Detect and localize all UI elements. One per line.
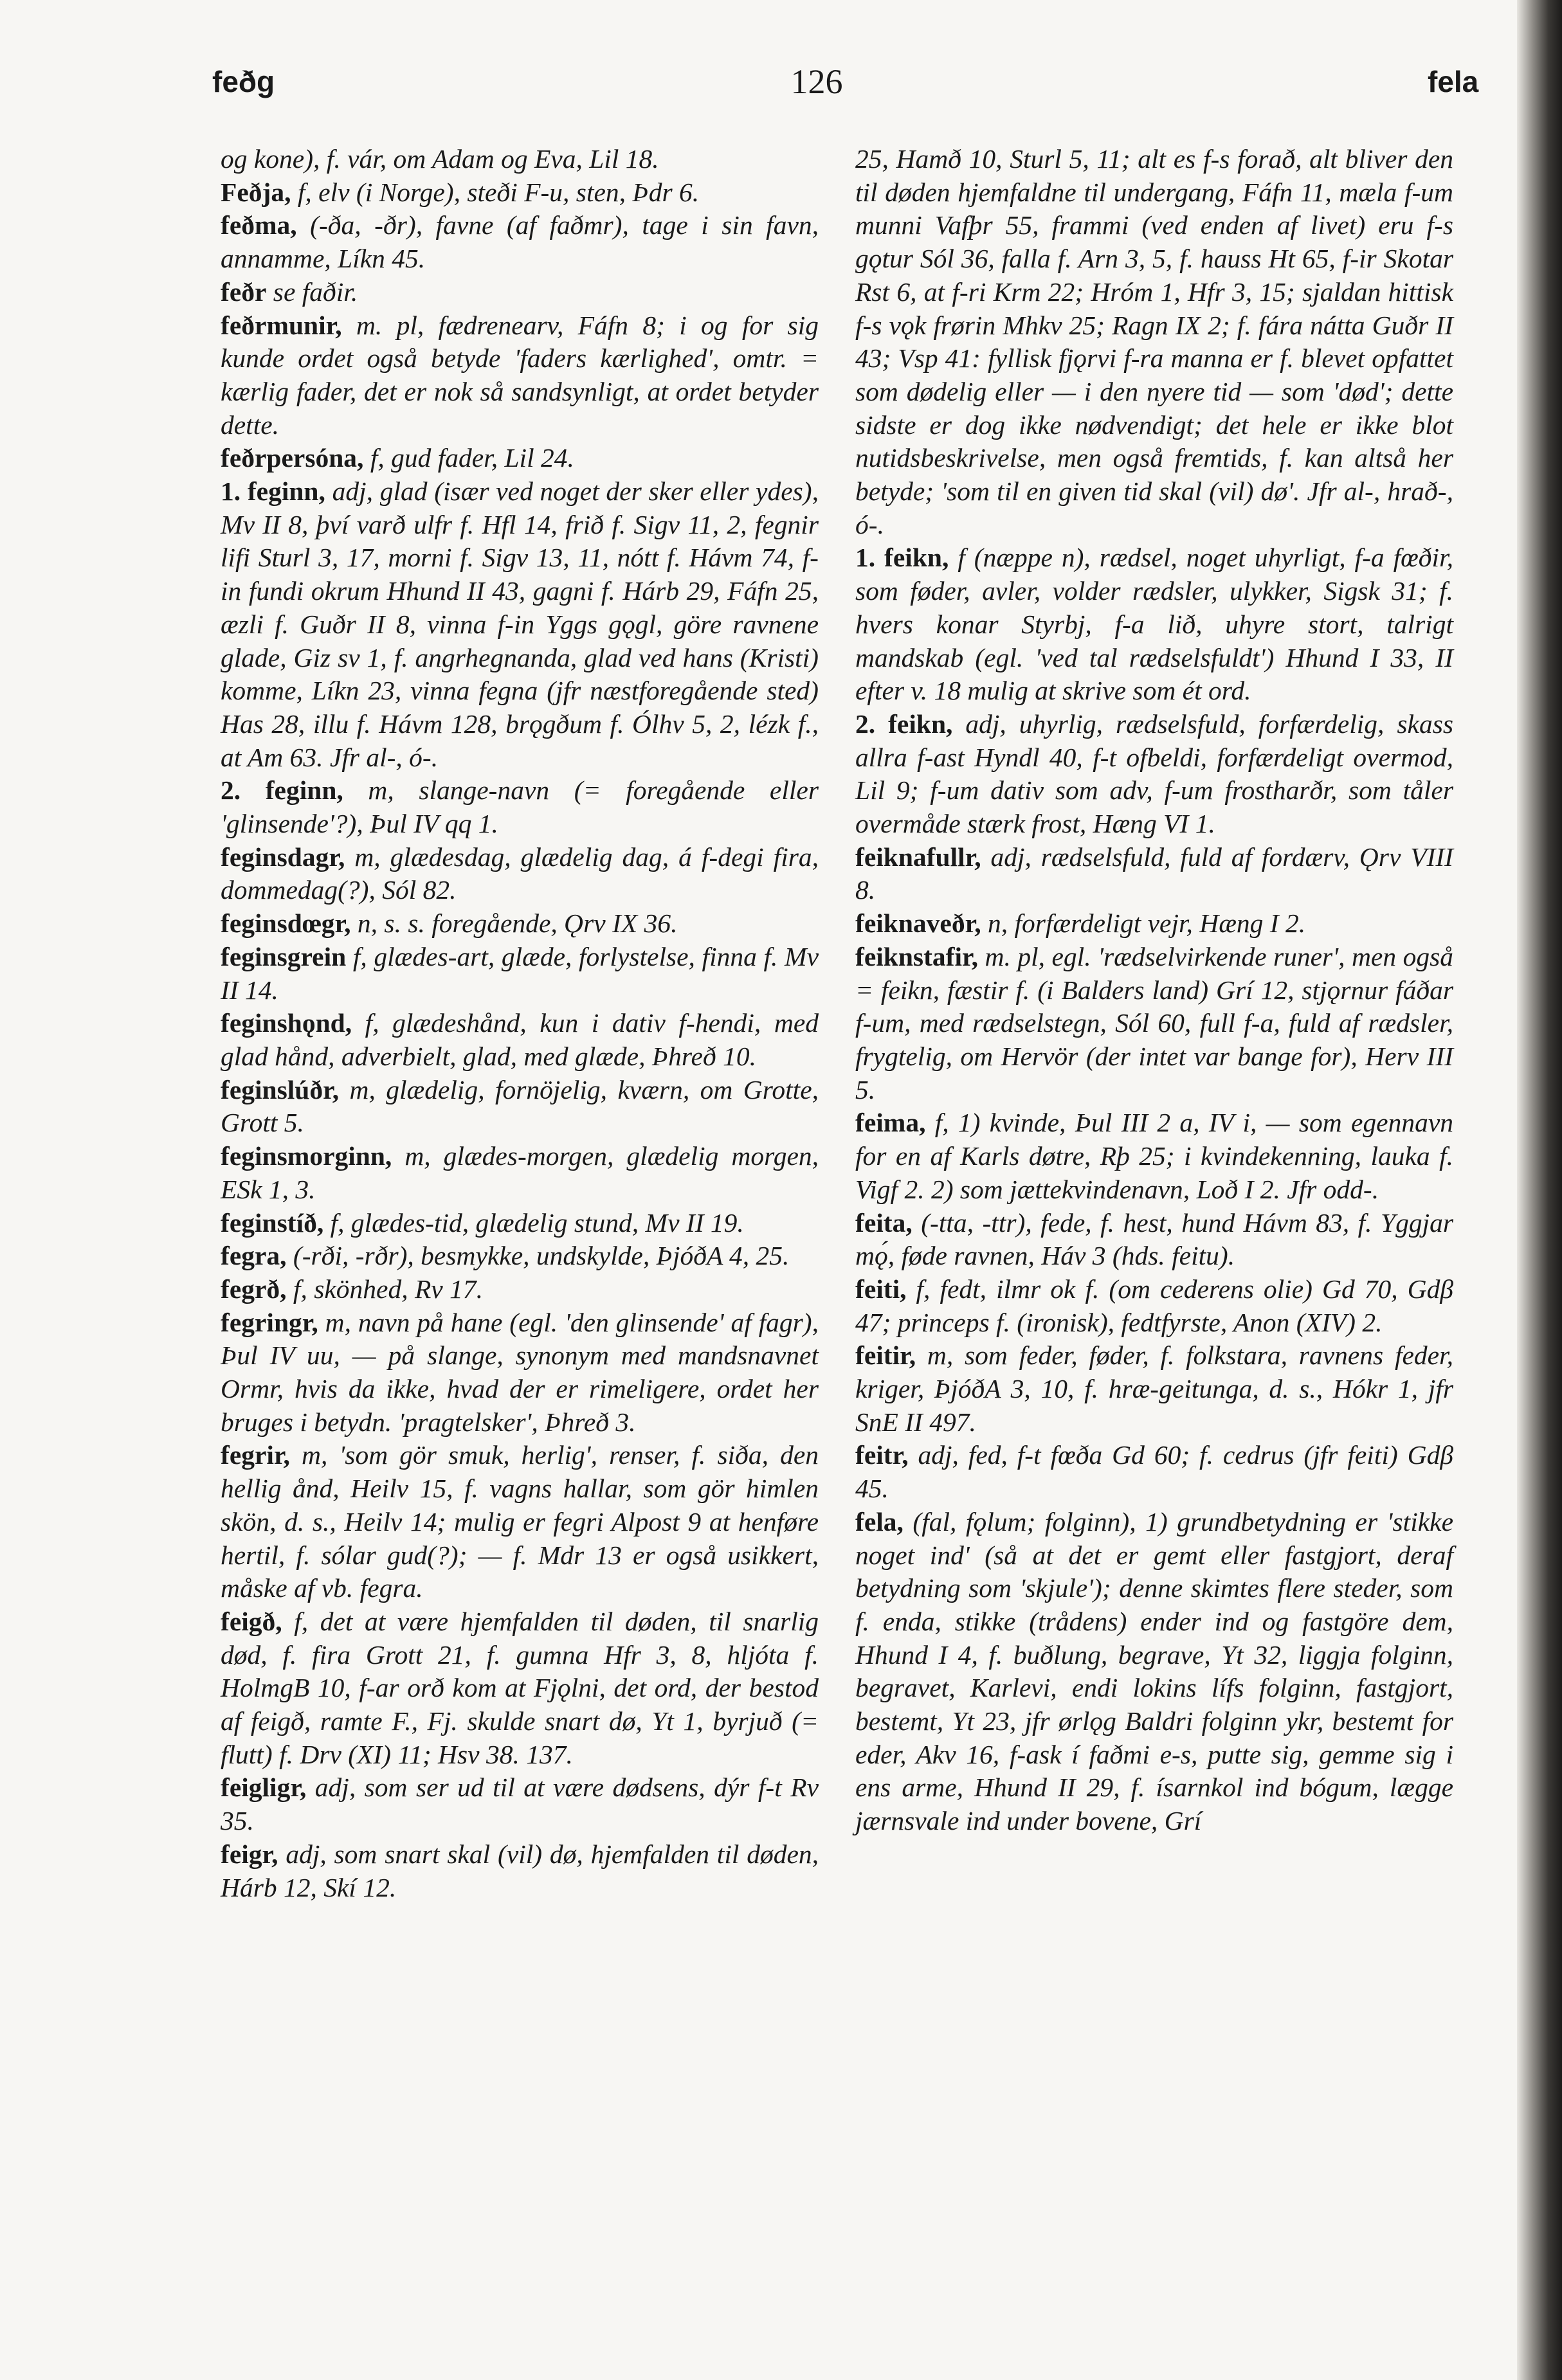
dictionary-entry	[855, 841, 1453, 907]
entry-headword: feitir,	[855, 1340, 916, 1371]
dictionary-entry	[221, 907, 819, 941]
guide-word-left: feðg	[212, 65, 275, 98]
entry-headword: feðr	[221, 276, 267, 307]
dictionary-entry	[855, 708, 1453, 841]
entry-definition: f, 1) kvinde, Þul III 2 a, IV i, — som egennavn for en af Karls døtre, Rþ 25; i kvindekenning, lauka f. Vigf 2. 2) som jættekvindenavn, Loð I 2. Jfr odd-.	[855, 1108, 1453, 1204]
entry-definition: (-tta, -ttr), fede, f. hest, hund Hávm 83, f. Yggjar mǫ́, føde ravnen, Háv 3 (hds. feitu).	[855, 1207, 1453, 1271]
entry-definition: f, skönhed, Rv 17.	[286, 1274, 483, 1304]
entry-headword: Feðja,	[221, 177, 291, 207]
page-number: 126	[790, 62, 843, 101]
entry-definition: (-rði, -rðr), besmykke, undskylde, ÞjóðA 4, 25.	[286, 1241, 790, 1271]
entry-definition: m, navn på hane (egl. 'den glinsende' af fagr), Þul IV uu, — på slange, synonym med mandsnavnet Ormr, hvis da ikke, hvad der er rimeligere, ordet her bruges i betydn. 'pragtelsker', Þhreð 3.	[221, 1307, 819, 1437]
right-column	[855, 143, 1453, 1838]
entry-headword: feginsmorginn,	[221, 1141, 392, 1171]
dictionary-entry	[855, 143, 1453, 541]
dictionary-entry	[221, 1838, 819, 1904]
dictionary-entry	[855, 1339, 1453, 1439]
page-edge-shadow	[1517, 0, 1562, 2380]
dictionary-entry	[855, 907, 1453, 941]
dictionary-entry	[221, 1439, 819, 1605]
dictionary-entry	[221, 442, 819, 475]
dictionary-entry	[221, 1240, 819, 1273]
entry-definition: adj, som snart skal (vil) dø, hjemfalden til døden, Hárb 12, Skí 12.	[221, 1839, 819, 1902]
dictionary-entry	[221, 309, 819, 442]
dictionary-entry	[221, 1771, 819, 1837]
entry-definition: (-ða, -ðr), favne (af faðmr), tage i sin favn, annamme, Líkn 45.	[221, 210, 819, 274]
entry-definition: 25, Hamð 10, Sturl 5, 11; alt es f-s forað, alt bliver den til døden hjemfaldne til undergang, Fáfn 11, mæla f-um munni Vafþr 55, frammi (ved enden af livet) eru f-s gǫtur Sól 36, falla f. Arn 3, 5, f. hauss Ht 65, f-ir Skotar Rst 6, at f-ri Krm 22; Hróm 1, Hfr 3, 15; sjaldan hittisk f-s vǫk frørin Mhkv 25; Ragn IX 2; f. fára nátta Guðr II 43; Vsp 41: fyllisk fjǫrvi f-ra manna er f. blevet opfattet som dødelig eller — i den nyere tid — som 'død'; dette sidste er dog ikke nødvendigt; det hele er ikke blot nutidsbeskrivelse, men også fremtids, f. kan altså her betyde; 'som til en given tid skal (vil) dø'. Jfr al-, hrað-, ó-.	[855, 144, 1453, 539]
entry-headword: feita,	[855, 1207, 913, 1238]
entry-definition: m. pl, egl. 'rædselvirkende runer', men også = feikn, fæstir f. (i Balders land) Grí 12, stjǫrnur fáðar f-um, med rædselstegn, Sól 60, full f-a, fuld af rædsler, frygtelig, om Hervör (der intet var bange for), Herv III 5.	[855, 941, 1453, 1104]
dictionary-entry	[855, 541, 1453, 708]
entry-definition: adj, glad (især ved noget der sker eller ydes), Mv II 8, því varð ulfr f. Hfl 14, frið f. Sigv 11, 2, fegnir lifi Sturl 3, 17, morni f. Sigv 13, 11, nótt f. Hávm 74, f-in fundi okrum Hhund II 43, gagni f. Hárb 29, Fáfn 25, æzli f. Guðr II 8, vinna f-in Yggs gǫgl, göre ravnene glade, Giz sv 1, f. angrhegnanda, glad ved hans (Kristi) komme, Líkn 23, vinna fegna (jfr næstforegående sted) Has 28, illu f. Hávm 128, brǫgðum f. Ólhv 5, 2, lézk f., at Am 63. Jfr al-, ó-.	[221, 476, 819, 772]
dictionary-entry	[221, 276, 819, 309]
entry-headword: 2. feginn,	[221, 775, 343, 806]
entry-headword: feigð,	[221, 1606, 282, 1636]
entry-definition: adj, fed, f-t fœða Gd 60; f. cedrus (jfr feiti) Gdβ 45.	[855, 1440, 1453, 1504]
entry-headword: feginsgrein	[221, 941, 347, 971]
entry-headword: feiti,	[855, 1274, 907, 1304]
entry-headword: feiknaveðr,	[855, 908, 981, 939]
dictionary-entry	[221, 475, 819, 774]
entry-headword: fegrð,	[221, 1274, 287, 1304]
entry-headword: feigligr,	[221, 1772, 307, 1803]
entry-definition: adj, som ser ud til at være dødsens, dýr f-t Rv 35.	[221, 1772, 819, 1836]
dictionary-entry	[221, 1007, 819, 1073]
entry-headword: feiknafullr,	[855, 842, 981, 872]
dictionary-entry	[221, 774, 819, 840]
dictionary-entry	[221, 1207, 819, 1240]
entry-headword: feigr,	[221, 1839, 278, 1869]
dictionary-entry	[221, 1140, 819, 1206]
entry-headword: feðrmunir,	[221, 310, 342, 340]
entry-definition: m, som feder, føder, f. folkstara, ravnens feder, kriger, ÞjóðA 3, 10, f. hræ-geitunga, d. s., Hókr 1, jfr SnE II 497.	[855, 1340, 1453, 1437]
dictionary-entry	[855, 941, 1453, 1107]
dictionary-entry	[855, 1207, 1453, 1273]
dictionary-entry	[221, 1306, 819, 1439]
entry-headword: feðrpersóna,	[221, 443, 364, 473]
entry-definition: f, glædes-art, glæde, forlystelse, finna f. Mv II 14.	[221, 941, 819, 1005]
entry-headword: fegrir,	[221, 1440, 290, 1470]
entry-definition: f, fedt, ilmr ok f. (om cederens olie) Gd 70, Gdβ 47; princeps f. (ironisk), fedtfyrste, Anon (XIV) 2.	[855, 1274, 1453, 1337]
entry-headword: feginshǫnd,	[221, 1008, 352, 1038]
entry-headword: feima,	[855, 1108, 926, 1138]
dictionary-entry	[221, 143, 819, 176]
entry-headword: 1. feginn,	[221, 476, 325, 507]
entry-definition: m, glædes-morgen, glædelig morgen, ESk 1, 3.	[221, 1141, 819, 1204]
entry-definition: f, det at være hjemfalden til døden, til snarlig død, f. fira Grott 21, f. gumna Hfr 3, 8, hljóta f. HolmgB 10, f-ar orð kom at Fjǫlni, det ord, der bestod af feigð, ramte F., Fj. skulde snart dø, Yt 1, byrjuð (= flutt) f. Drv (XI) 11; Hsv 38. 137.	[221, 1606, 819, 1769]
entry-headword: 1. feikn,	[855, 543, 949, 573]
entry-headword: feginstíð,	[221, 1207, 324, 1238]
entry-headword: feginslúðr,	[221, 1074, 340, 1104]
entry-definition: n, s. s. foregående, Ǫrv IX 36.	[350, 908, 678, 939]
dictionary-entry	[221, 841, 819, 907]
guide-word-right: fela	[1428, 65, 1479, 98]
dictionary-entry	[855, 1273, 1453, 1339]
entry-definition: f, gud fader, Lil 24.	[363, 443, 574, 473]
dictionary-entry	[855, 1106, 1453, 1206]
entry-headword: feitr,	[855, 1440, 909, 1470]
dictionary-entry	[221, 941, 819, 1007]
dictionary-entry	[855, 1506, 1453, 1838]
entry-definition: n, forfærdeligt vejr, Hæng I 2.	[981, 908, 1306, 939]
dictionary-entry	[221, 1605, 819, 1772]
entry-headword: fegringr,	[221, 1307, 318, 1337]
entry-definition: f (næppe n), rædsel, noget uhyrligt, f-a fœðir, som føder, avler, volder rædsler, ulykker, Sigsk 31; f. hvers konar Styrbj, f-a lið, uhyre stort, talrigt mandskab (egl. 'ved tal rædselsfuldt') Hhund I 33, II efter v. 18 mulig at skrive som ét ord.	[855, 543, 1453, 706]
entry-definition: m, glædesdag, glædelig dag, á f-degi fira, dommedag(?), Sól 82.	[221, 842, 819, 905]
entry-definition: m, glædelig, fornöjelig, kværn, om Grotte, Grott 5.	[221, 1074, 819, 1138]
dictionary-entry	[221, 209, 819, 275]
entry-headword: feginsdœgr,	[221, 908, 351, 939]
entry-definition: adj, uhyrlig, rædselsfuld, forfærdelig, skass allra f-ast Hyndl 40, f-t ofbeldi, forfærdeligt overmod, Lil 9; f-um dativ som adv, f-um frostharðr, som tåler overmåde stærk frost, Hæng VI 1.	[855, 708, 1453, 839]
entry-headword: feiknstafir,	[855, 941, 978, 971]
entry-headword: fegra,	[221, 1241, 287, 1271]
entry-headword: 2. feikn,	[855, 708, 953, 739]
entry-headword: feðma,	[221, 210, 297, 240]
entry-headword: fela,	[855, 1506, 904, 1537]
dictionary-entry	[855, 1439, 1453, 1505]
entry-definition: f, glædeshånd, kun i dativ f-hendi, med glad hånd, adverbielt, glad, med glæde, Þhreð 10.	[221, 1008, 819, 1071]
entry-definition: (fal, fǫlum; folginn), 1) grundbetydning er 'stikke noget ind' (så at det er gemt eller fastgjort, deraf betydning som 'skjule'); denne skimtes flere steder, som f. enda, stikke (trådens) ender ind og fastgöre dem, Hhund I 4, f. buðlung, begrave, Yt 32, liggja folginn, begravet, Karlevi, endi lokins lífs folginn, fastgjort, bestemt, Yt 23, jfr ørlǫg Baldri folginn ykr, bestemt for eder, Akv 16, f-ask í faðmi e-s, putte sig, gemme sig i ens arme, Hhund II 29, f. ísarnkol ind bógum, lægge jærnsvale ind under bovene, Grí	[855, 1506, 1453, 1836]
entry-definition: m, 'som gör smuk, herlig', renser, f. siða, den hellig ånd, Heilv 15, f. vagns hallar, som gör himlen skön, d. s., Heilv 14; mulig er fegri Alpost 9 at henføre hertil, f. sólar gud(?); — f. Mdr 13 er også usikkert, måske af vb. fegra.	[221, 1440, 819, 1603]
dictionary-entry	[221, 1273, 819, 1306]
entry-definition: f, elv (i Norge), steði F-u, sten, Þdr 6.	[291, 177, 700, 207]
left-column	[221, 143, 819, 1904]
entry-definition: adj, rædselsfuld, fuld af fordærv, Ǫrv VIII 8.	[855, 842, 1453, 905]
entry-definition: og kone), f. vár, om Adam og Eva, Lil 18.	[221, 144, 659, 174]
dictionary-entry	[221, 176, 819, 210]
entry-headword: feginsdagr,	[221, 842, 345, 872]
entry-definition: m, slange-navn (= foregående eller 'glinsende'?), Þul IV qq 1.	[221, 775, 819, 839]
entry-definition: f, glædes-tid, glædelig stund, Mv II 19.	[323, 1207, 744, 1238]
entry-definition: m. pl, fædrenearv, Fáfn 8; i og for sig kunde ordet også betyde 'faders kærlighed', omtr. = kærlig fader, det er nok så sandsynligt, at ordet betyder dette.	[221, 310, 819, 440]
entry-definition: se faðir.	[266, 276, 358, 307]
dictionary-entry	[221, 1074, 819, 1140]
